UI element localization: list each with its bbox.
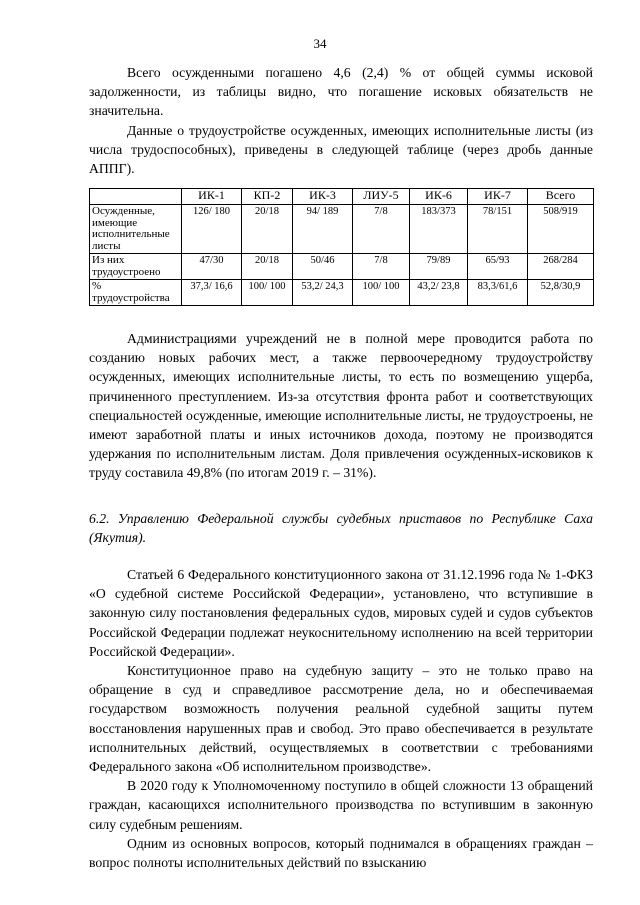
paragraph: Администрациями учреждений не в полной мере проводится работа по созданию новых рабочих мест, а также первоочередному трудоустройству осужденных, имеющих исполнительные листы, то есть по возмещению ущерба, причиненного преступлением. Из-за отсутствия фронта работ и соответствующих специальностей осужденные, имеющие исполнительные листы, не трудоустроены, не имеют заработной платы и иных источников дохода, поэтому не производятся удержания по исполнительным листам. Доля привлечения осужденных-исковиков к труду составила 49,8% (по итогам 2019 г. – 31%). [89, 331, 593, 481]
paragraph: Конституционное право на судебную защиту – это не только право на обращение в суд и справедливое рассмотрение дела, но и обеспечиваемая государством возможность получения реальной судебной защиты путем восстановления нарушенных прав и свобод. Это право обеспечивается в результате исполнительных действий, осуществляемых в соответствии с требованиями Федерального закона «Об исполнительном производстве». [89, 663, 593, 775]
employment-table [89, 188, 594, 306]
table-cell: 94/ 189 [293, 205, 353, 254]
table-cell: 183/373 [410, 205, 468, 254]
table-cell: 53,2/ 24,3 [293, 280, 353, 306]
paragraph: Всего осужденными погашено 4,6 (2,4) % от общей суммы исковой задолженности, из таблицы видно, что погашение исковых обязательств не значительна. [89, 65, 593, 119]
paragraph: Данные о трудоустройстве осужденных, имеющих исполнительные листы (из числа трудоспособных), приведены в следующей таблице (через дробь данные АППГ). [89, 122, 593, 177]
table-cell: 7/8 [353, 205, 410, 254]
table-cell: 83,3/61,6 [468, 280, 528, 306]
row-label: Осужденные, имеющие исполнительные листы [90, 205, 182, 254]
intro-text [89, 63, 593, 178]
table-cell: 43,2/ 23,8 [410, 280, 468, 306]
table-cell: 20/18 [242, 254, 293, 280]
analysis-text [89, 329, 593, 483]
table-row [90, 254, 594, 280]
paragraph: Статьей 6 Федерального конституционного закона от 31.12.1996 года № 1-ФКЗ «О судебной системе Российской Федерации», установлено, что вступившие в законную силу постановления федеральных судов, мировых судей и судов субъектов Российской Федерации подлежат неукоснительному исполнению на всей территории Российской Федерации». [89, 567, 593, 659]
table-cell: 79/89 [410, 254, 468, 280]
row-label: Из них трудоустроено [90, 254, 182, 280]
section-heading: 6.2. Управлению Федеральной службы судебных приставов по Республике Саха (Якутия). [89, 511, 593, 546]
table-cell: 65/93 [468, 254, 528, 280]
table-header-cell: ИК-6 [410, 189, 468, 205]
table-cell: 37,3/ 16,6 [182, 280, 242, 306]
table-header-cell [90, 189, 182, 205]
section-heading-block [89, 509, 593, 547]
page-number: 34 [313, 36, 327, 51]
table-header-cell: ЛИУ-5 [353, 189, 410, 205]
table-cell: 100/ 100 [242, 280, 293, 306]
table-cell: 47/30 [182, 254, 242, 280]
paragraph: В 2020 году к Уполномоченному поступило в общей сложности 13 обращений граждан, касающихся исполнительного производства по вступившим в законную силу судебным решениям. [89, 778, 593, 832]
table-cell: 126/ 180 [182, 205, 242, 254]
table-row [90, 205, 594, 254]
table-cell: 52,8/30,9 [528, 280, 594, 306]
row-label: % трудоустройства [90, 280, 182, 306]
table-cell: 78/151 [468, 205, 528, 254]
table-cell: 50/46 [293, 254, 353, 280]
table-header-cell: ИК-7 [468, 189, 528, 205]
table-row [90, 280, 594, 306]
table-cell: 268/284 [528, 254, 594, 280]
table-header-cell: КП-2 [242, 189, 293, 205]
table-header-cell: ИК-3 [293, 189, 353, 205]
paragraph: Одним из основных вопросов, который поднимался в обращениях граждан – вопрос полноты исполнительных действий по взысканию [89, 835, 593, 871]
table-cell: 508/919 [528, 205, 594, 254]
table-cell: 20/18 [242, 205, 293, 254]
table-header-row [90, 189, 594, 205]
table-header-cell: Всего [528, 189, 594, 205]
table-header-cell: ИК-1 [182, 189, 242, 205]
table-cell: 100/ 100 [353, 280, 410, 306]
section-text [89, 565, 593, 872]
table-cell: 7/8 [353, 254, 410, 280]
